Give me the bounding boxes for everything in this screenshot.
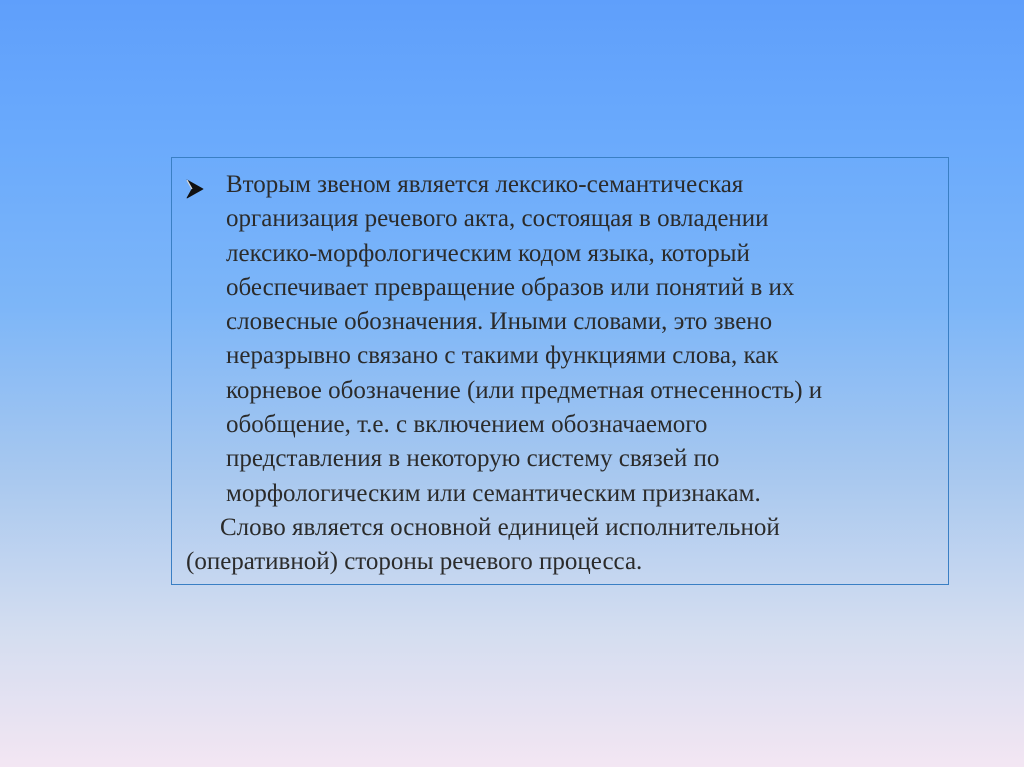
arrow-bullet-shape: [186, 179, 204, 199]
text-line: лексико-морфологическим кодом языка, который: [226, 239, 750, 267]
bullet-text: [226, 168, 934, 511]
bullet-item: [186, 168, 934, 511]
text-line: (оперативной) стороны речевого процесса.: [186, 548, 643, 576]
text-line: организация речевого акта, состоящая в овладении: [226, 205, 769, 233]
arrow-bullet-icon: [186, 168, 226, 209]
text-line: обобщение, т.е. с включением обозначаемого: [226, 411, 708, 439]
text-line: Слово является основной единицей исполнительной: [220, 513, 780, 541]
closing-paragraph: [186, 511, 934, 580]
text-line: Вторым звеном является лексико-семантическая: [226, 171, 744, 198]
text-line: словесные обозначения. Иными словами, это звено: [226, 308, 773, 336]
content-text-box: [171, 157, 949, 585]
text-line: обеспечивает превращение образов или понятий в их: [226, 273, 795, 301]
text-line: морфологическим или семантическим признакам.: [226, 479, 761, 507]
text-line: представления в некоторую систему связей по: [226, 445, 720, 473]
text-line: неразрывно связано с такими функциями слова, как: [226, 342, 779, 370]
text-line: корневое обозначение (или предметная отнесенность) и: [226, 376, 823, 404]
